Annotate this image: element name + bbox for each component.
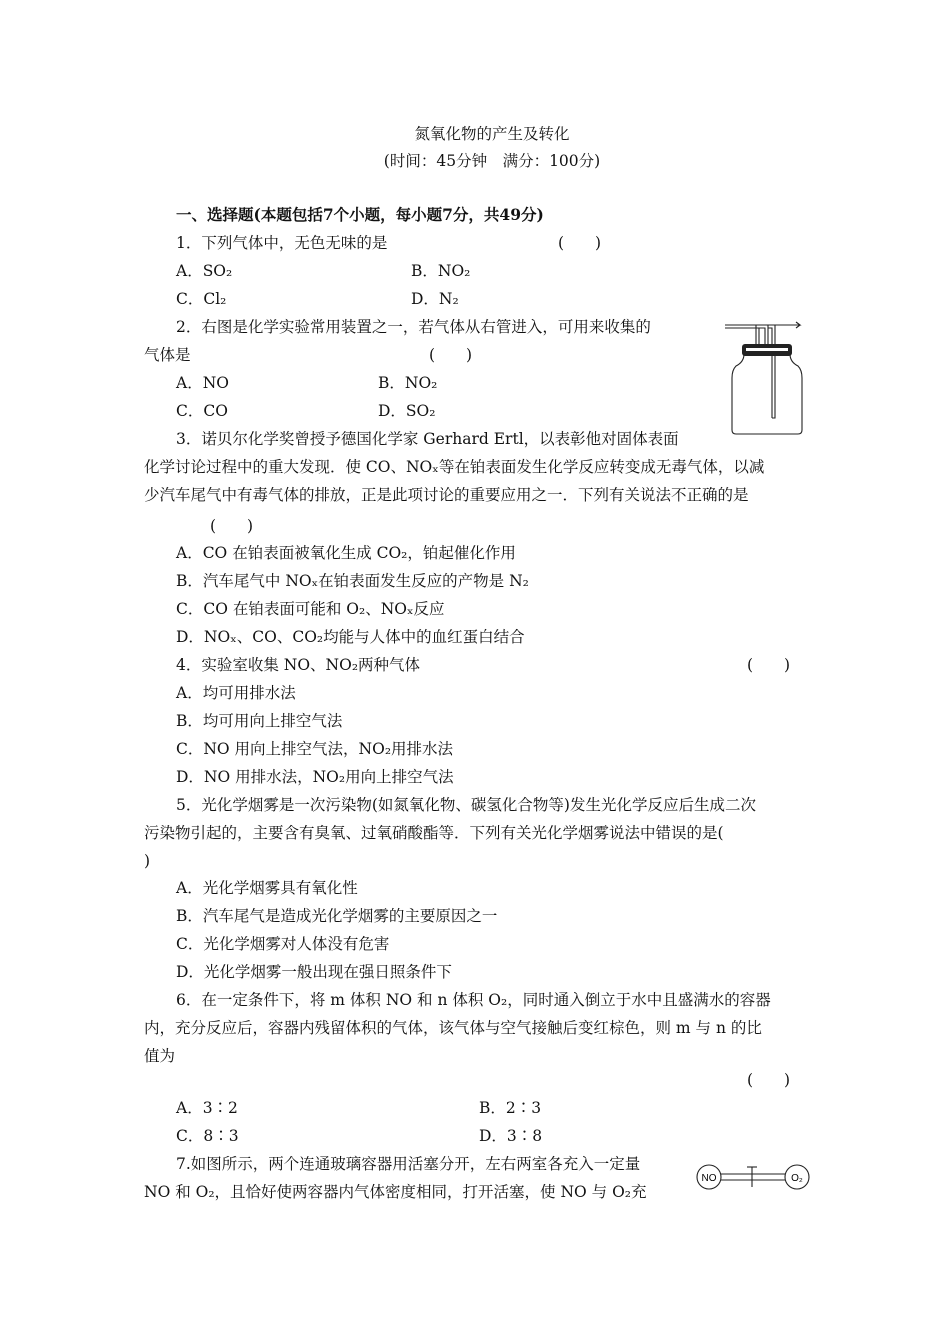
q3-line1: 3．诺贝尔化学奖曾授予德国化学家 Gerhard Ertl，以表彰他对固体表面 bbox=[176, 430, 679, 448]
q2-option-d: D．SO₂ bbox=[378, 402, 436, 420]
q4-option-a: A．均可用排水法 bbox=[176, 684, 296, 702]
q1-option-d: D．N₂ bbox=[411, 290, 459, 308]
q5-option-a: A．光化学烟雾具有氧化性 bbox=[176, 879, 358, 897]
q5-line3: ) bbox=[144, 852, 151, 870]
vessel-left-label: NO bbox=[701, 1173, 717, 1184]
q2-option-a: A．NO bbox=[176, 374, 229, 392]
q1-answer-paren: ( ) bbox=[558, 234, 602, 252]
q1-option-b: B．NO₂ bbox=[411, 262, 471, 280]
q2-line1: 2．右图是化学实验常用装置之一，若气体从右管进入，可用来收集的 bbox=[176, 318, 651, 336]
q3-line2: 化学讨论过程中的重大发现．使 CO、NOₓ等在铂表面发生化学反应转变成无毒气体，以减 bbox=[144, 458, 765, 476]
q2-option-b: B．NO₂ bbox=[378, 374, 438, 392]
vessel-right-label: O₂ bbox=[791, 1173, 803, 1184]
q2-line2: 气体是 bbox=[144, 346, 191, 364]
q7-line1: 7.如图所示，两个连通玻璃容器用活塞分开，左右两室各充入一定量 bbox=[176, 1155, 641, 1173]
q1-option-a: A．SO₂ bbox=[176, 262, 233, 280]
q1-option-c: C．Cl₂ bbox=[176, 290, 227, 308]
q5-option-d: D．光化学烟雾一般出现在强日照条件下 bbox=[176, 963, 452, 981]
q4-answer-paren: ( ) bbox=[747, 656, 791, 674]
q4-option-d: D．NO 用排水法，NO₂用向上排空气法 bbox=[176, 768, 454, 786]
q2-answer-paren: ( ) bbox=[429, 346, 473, 364]
q3-option-d: D．NOₓ、CO、CO₂均能与人体中的血红蛋白结合 bbox=[176, 628, 525, 646]
q6-line2: 内，充分反应后，容器内残留体积的气体，该气体与空气接触后变红棕色，则 m 与 n 的比 bbox=[144, 1019, 762, 1037]
q4-stem: 4．实验室收集 NO、NO₂两种气体 bbox=[176, 656, 421, 674]
q5-option-c: C．光化学烟雾对人体没有危害 bbox=[176, 935, 390, 953]
q6-option-b: B．2∶3 bbox=[479, 1099, 542, 1117]
q6-answer-paren: ( ) bbox=[747, 1071, 791, 1089]
gas-bottle-figure bbox=[722, 318, 814, 436]
q4-option-c: C．NO 用向上排空气法，NO₂用排水法 bbox=[176, 740, 454, 758]
q3-answer-paren: ( ) bbox=[210, 517, 254, 535]
connected-vessels-figure bbox=[694, 1160, 812, 1194]
q2-option-c: C．CO bbox=[176, 402, 228, 420]
q5-line2: 污染物引起的，主要含有臭氧、过氧硝酸酯等．下列有关光化学烟雾说法中错误的是( bbox=[144, 824, 724, 842]
q4-option-b: B．均可用向上排空气法 bbox=[176, 712, 343, 730]
q6-option-a: A．3∶2 bbox=[176, 1099, 238, 1117]
q7-line2: NO 和 O₂，且恰好使两容器内气体密度相同，打开活塞，使 NO 与 O₂充 bbox=[144, 1183, 647, 1201]
q3-option-a: A．CO 在铂表面被氧化生成 CO₂，铂起催化作用 bbox=[176, 544, 516, 562]
section-heading: 一、选择题(本题包括7个小题，每小题7分，共49分) bbox=[176, 205, 544, 224]
q5-line1: 5．光化学烟雾是一次污染物(如氮氧化物、碳氢化合物等)发生光化学反应后生成二次 bbox=[176, 796, 756, 814]
q6-option-c: C．8∶3 bbox=[176, 1127, 239, 1145]
page-subtitle: (时间：45分钟 满分：100分) bbox=[383, 152, 601, 170]
q1-stem: 1．下列气体中，无色无味的是 bbox=[176, 234, 388, 252]
q3-option-b: B．汽车尾气中 NOₓ在铂表面发生反应的产物是 N₂ bbox=[176, 572, 529, 590]
q3-option-c: C．CO 在铂表面可能和 O₂、NOₓ反应 bbox=[176, 600, 445, 618]
q5-option-b: B．汽车尾气是造成光化学烟雾的主要原因之一 bbox=[176, 907, 498, 925]
q6-line3: 值为 bbox=[144, 1047, 176, 1065]
page-title: 氮氧化物的产生及转化 bbox=[414, 125, 570, 143]
q3-line3: 少汽车尾气中有毒气体的排放，正是此项讨论的重要应用之一．下列有关说法不正确的是 bbox=[144, 486, 749, 504]
q6-line1: 6．在一定条件下，将 m 体积 NO 和 n 体积 O₂，同时通入倒立于水中且盛满水的容器 bbox=[176, 991, 771, 1009]
q6-option-d: D．3∶8 bbox=[479, 1127, 543, 1145]
